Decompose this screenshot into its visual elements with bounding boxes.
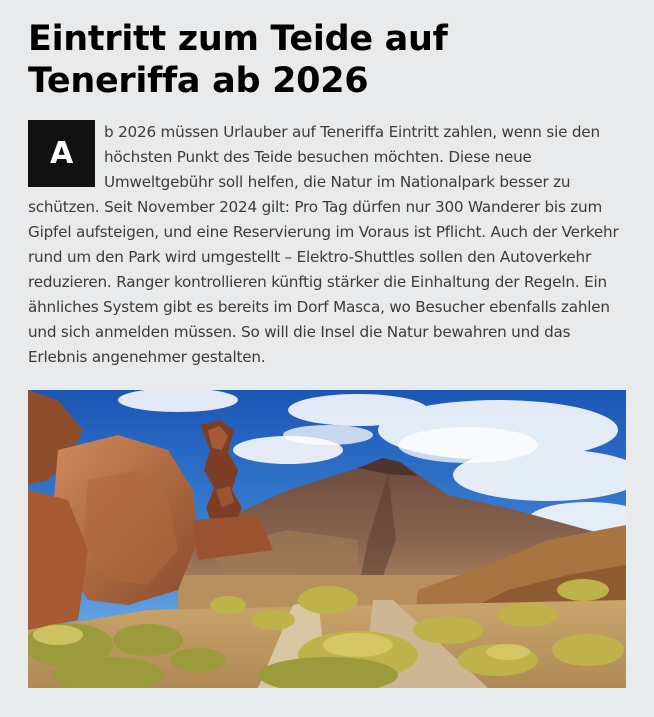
article-body-text: b 2026 müssen Urlauber auf Teneriffa Eintritt zahlen, wenn sie den höchsten Punkt des Teide besuchen möchten. Diese neue Umweltgebühr soll helfen, die Natur im Nationalpark besser zu schützen. Seit November 2024 gilt: Pro Tag dürfen nur 300 Wanderer bis zum Gipfel aufsteigen, und eine Reservierung im Voraus ist Pflicht. Auch der Verkehr rund um den Park wird umgestellt – Elektro-Shuttles sollen den Autoverkehr reduzieren. Ranger kontrollieren künftig stärker die Einhaltung der Regeln. Ein ähnliches System gibt es bereits im Dorf Masca, wo Besucher ebenfalls zahlen und sich anmelden müssen. So will die Insel die Natur bewahren und das Erlebnis angenehmer gestalten. (28, 123, 619, 366)
teide-landscape-photo (28, 390, 626, 688)
article-body (28, 120, 626, 370)
article (28, 18, 626, 370)
drop-cap: A (28, 120, 95, 187)
article-headline: Eintritt zum Teide auf Teneriffa ab 2026 (28, 19, 448, 101)
